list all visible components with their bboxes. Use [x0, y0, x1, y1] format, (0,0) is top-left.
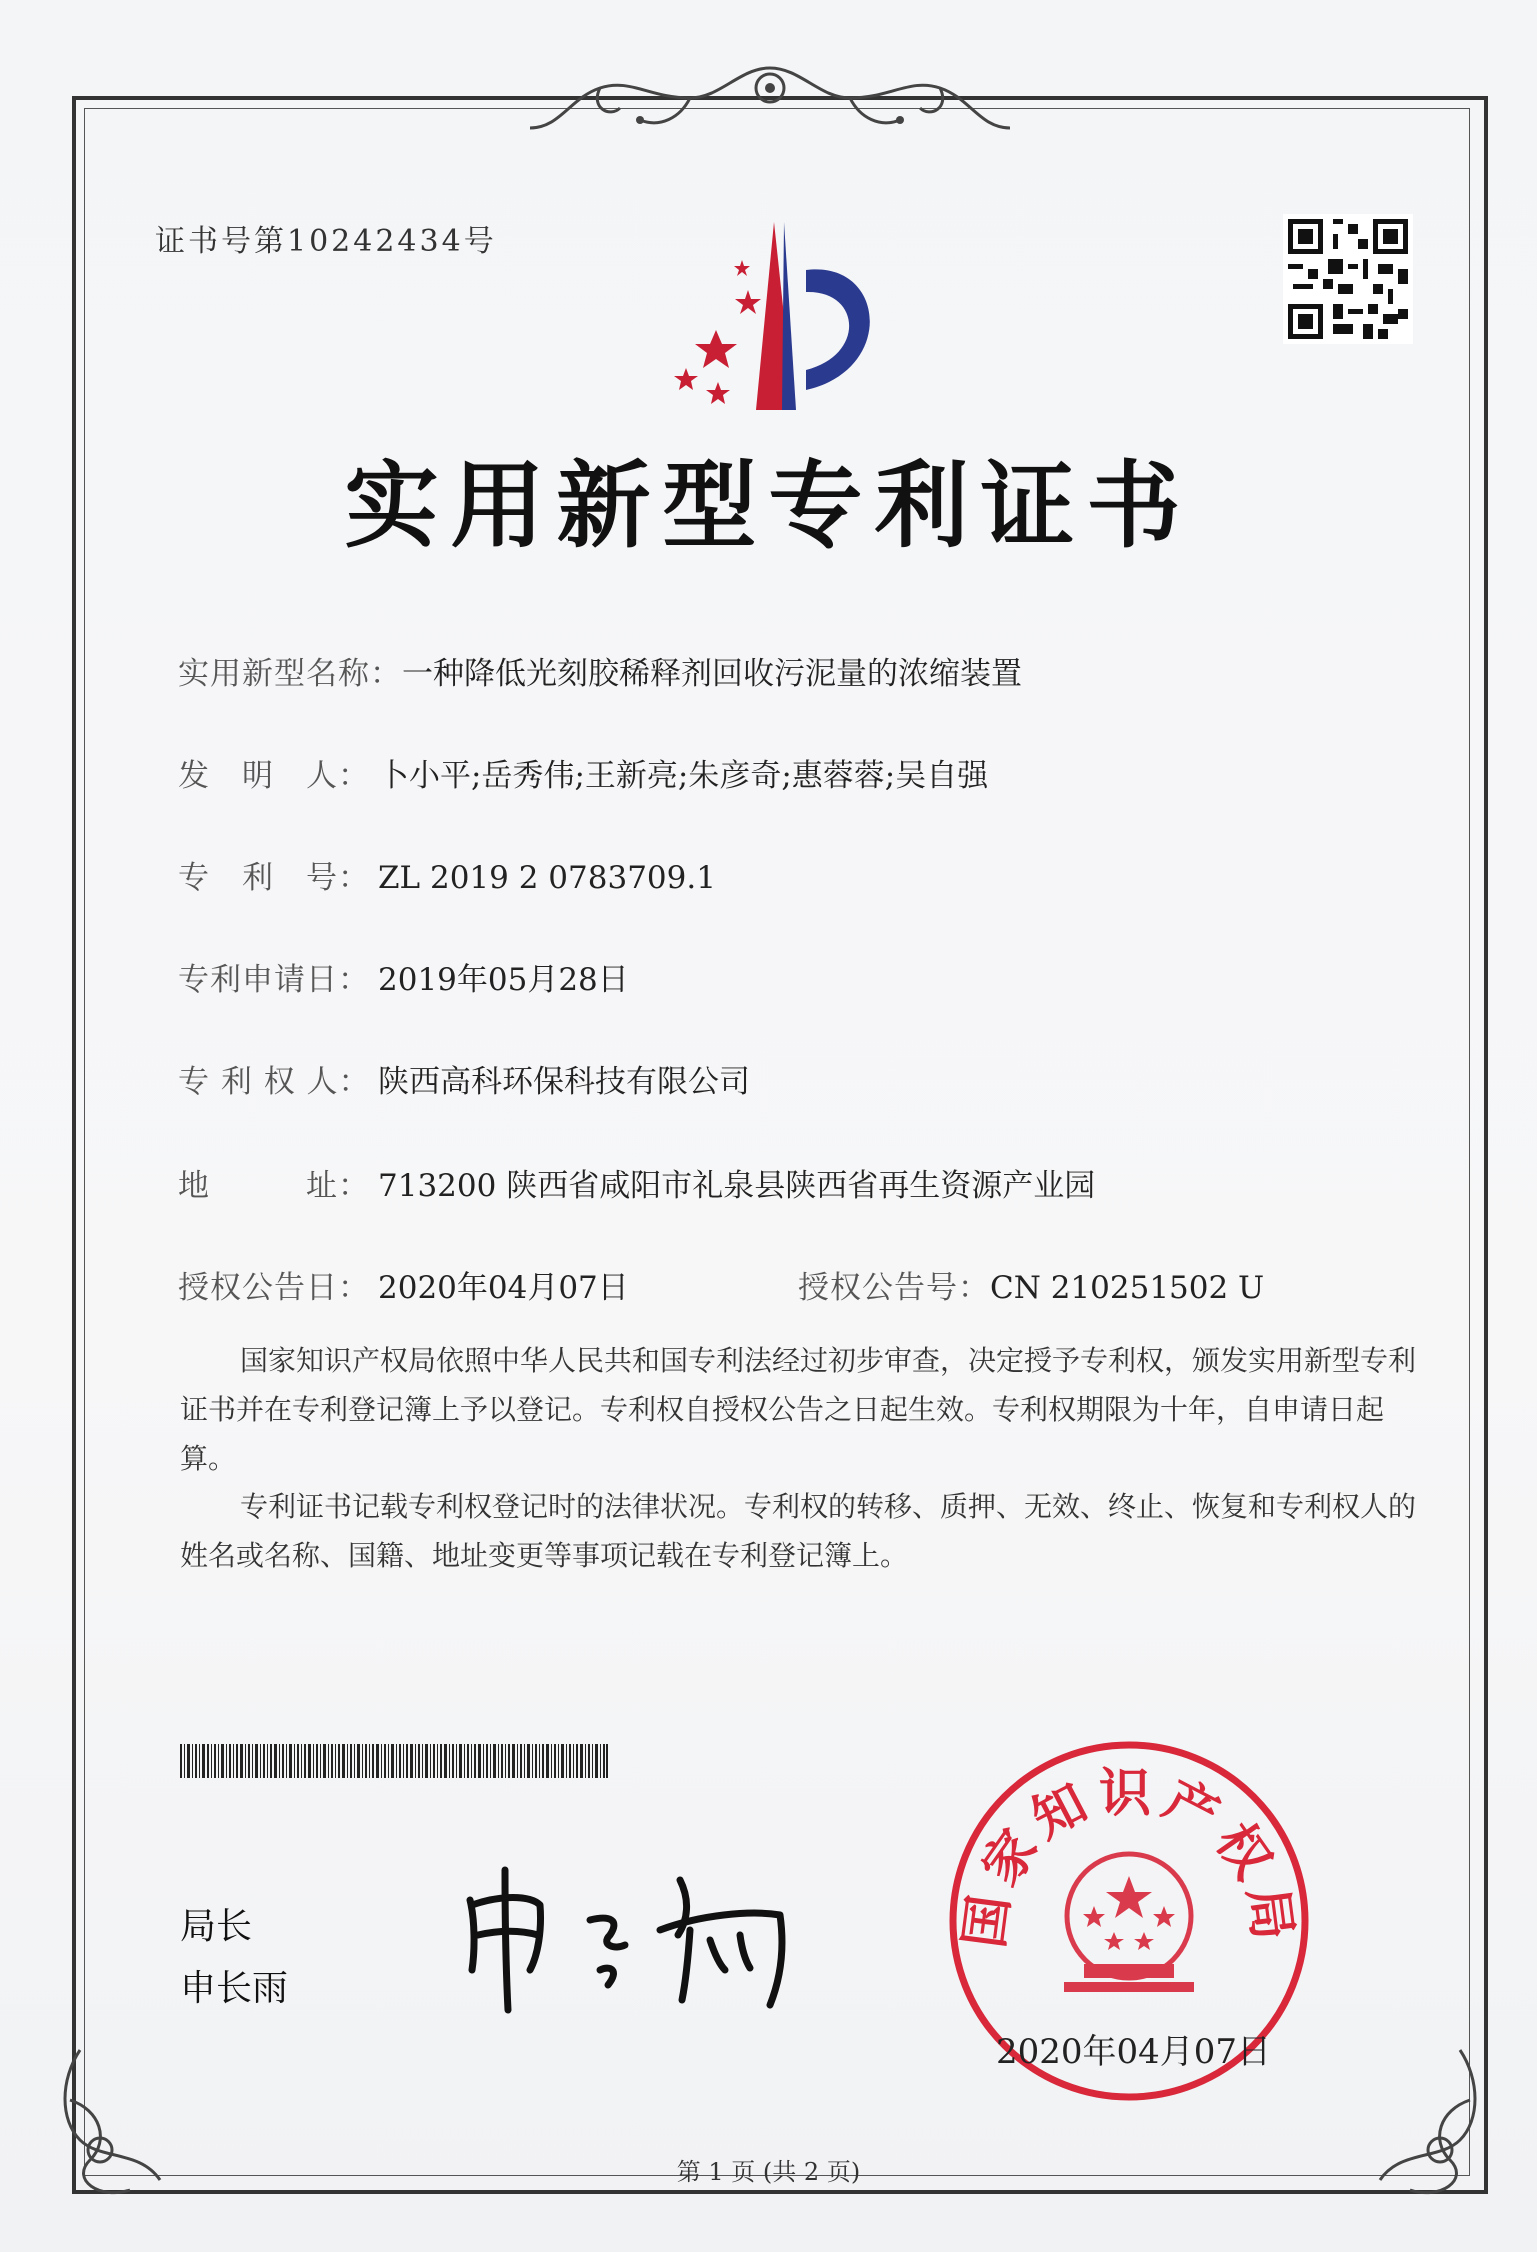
- grant-number-row: [798, 1262, 1264, 1307]
- body-paragraph-1: 国家知识产权局依照中华人民共和国专利法经过初步审查，决定授予专利权，颁发实用新型专利证书并在专利登记簿上予以登记。专利权自授权公告之日起生效。专利权期限为十年，自申请日起算。: [180, 1344, 1417, 1475]
- patent-number-row: [178, 852, 716, 897]
- grant-number-value: CN 210251502 U: [990, 1270, 1265, 1306]
- top-ornament-icon: [520, 58, 1020, 148]
- address-row: [178, 1160, 1095, 1205]
- inventors-label: 发 明 人：: [178, 758, 370, 794]
- signatory-title: 局长: [180, 1906, 253, 1947]
- patentee-label: 专 利 权 人：: [178, 1064, 371, 1100]
- filing-date-value: 2019年05月28日: [378, 962, 629, 998]
- filing-date-row: [178, 954, 629, 999]
- address-value: 713200 陕西省咸阳市礼泉县陕西省再生资源产业园: [378, 1168, 1096, 1204]
- patentee-value: 陕西高科环保科技有限公司: [378, 1064, 750, 1100]
- handwritten-signature-icon: [450, 1860, 810, 2020]
- body-paragraph-2: 专利证书记载专利权登记时的法律状况。专利权的转移、质押、无效、终止、恢复和专利权人的姓名或名称、国籍、地址变更等事项记载在专利登记簿上。: [180, 1490, 1417, 1572]
- signatory-name: 申长雨: [180, 1968, 289, 2009]
- certificate-number: 证书号第10242434号: [155, 224, 497, 259]
- patent-number-label: 专 利 号：: [178, 860, 370, 896]
- inventors-row: [178, 750, 988, 795]
- inventors-value: 卜小平;岳秀伟;王新亮;朱彦奇;惠蓉蓉;吴自强: [378, 758, 989, 794]
- grant-date-value: 2020年04月07日: [378, 1270, 629, 1306]
- page-number: 第 1 页 (共 2 页): [676, 2158, 861, 2186]
- certificate-title: 实用新型专利证书: [344, 451, 1193, 561]
- qr-code-icon[interactable]: [1283, 214, 1413, 344]
- grant-number-label: 授权公告号：: [798, 1270, 990, 1306]
- svg-text:国家知识产权局: 国家知识产权局: [954, 1764, 1304, 1952]
- seal-date: 2020年04月07日: [996, 2032, 1272, 2072]
- utility-model-name-value: 一种降低光刻胶稀释剂回收污泥量的浓缩装置: [402, 656, 1022, 692]
- patentee-row: [178, 1056, 750, 1101]
- grant-date-row: [178, 1262, 629, 1307]
- patent-number-value: ZL 2019 2 0783709.1: [378, 860, 716, 896]
- utility-model-name-row: [178, 648, 1022, 693]
- address-label: 地 址：: [178, 1168, 370, 1204]
- filing-date-label: 专利申请日：: [178, 962, 370, 998]
- grant-date-label: 授权公告日：: [178, 1270, 370, 1306]
- utility-model-name-label: 实用新型名称：: [178, 656, 402, 692]
- patent-office-emblem-icon: [656, 220, 902, 420]
- barcode-icon: [180, 1744, 608, 1778]
